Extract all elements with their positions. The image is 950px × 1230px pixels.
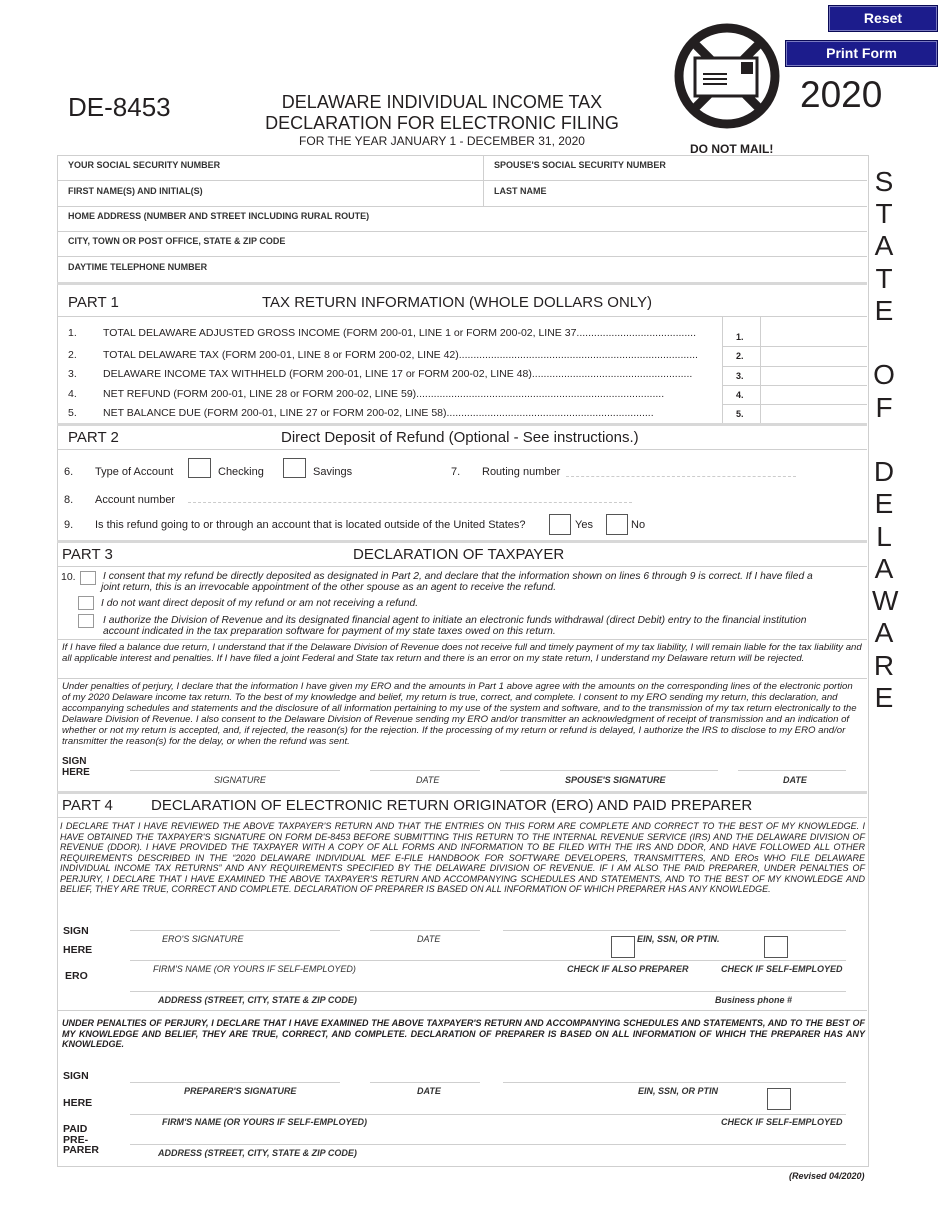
part2-label: PART 2 bbox=[68, 429, 119, 446]
checking-label: Checking bbox=[218, 466, 264, 478]
part1-label: PART 1 bbox=[68, 294, 119, 311]
line6-num: 6. bbox=[64, 466, 74, 478]
part2-title: Direct Deposit of Refund (Optional - See instructions.) bbox=[281, 429, 639, 446]
signature-label: SIGNATURE bbox=[214, 775, 266, 785]
part1-title: TAX RETURN INFORMATION (WHOLE DOLLARS ONLY) bbox=[262, 294, 653, 311]
date-label-2: DATE bbox=[783, 775, 807, 785]
line5-box-num: 5. bbox=[736, 409, 744, 419]
consent1-text-b: joint return, this is an irrevocable appointment of the other spouse as an agent to receive the refund. bbox=[101, 582, 557, 593]
line9-num: 9. bbox=[64, 519, 74, 531]
ero-address-label: ADDRESS (STREET, CITY, STATE & ZIP CODE) bbox=[158, 995, 357, 1005]
checking-checkbox[interactable] bbox=[188, 458, 211, 478]
side-letter: W bbox=[872, 585, 899, 616]
line2-amount-field[interactable] bbox=[761, 347, 866, 365]
line5-amount-field[interactable] bbox=[761, 405, 866, 422]
ero-self-employed-checkbox[interactable] bbox=[764, 936, 788, 958]
balance-due-text: If I have filed a balance due return, I understand that if the Delaware Division of Revenue does not receive full and timely payment of my tax liability, I will remain liable for the tax liability and all applicable interest and penalties. If I have filed a joint Federal and State tax return and there is an error on my state return, I understand my Delaware return will be rejected. bbox=[62, 642, 862, 665]
address-field[interactable] bbox=[58, 207, 866, 230]
check-self-employed-label: CHECK IF SELF-EMPLOYED bbox=[721, 964, 843, 974]
line5-num: 5. bbox=[68, 407, 77, 419]
preparer-date-field[interactable] bbox=[370, 1064, 480, 1082]
phone-label: DAYTIME TELEPHONE NUMBER bbox=[68, 262, 208, 272]
line3-box-num: 3. bbox=[736, 371, 744, 381]
ero-signature-field[interactable] bbox=[130, 912, 340, 930]
sign-text: SIGN bbox=[63, 925, 89, 937]
revised-date: (Revised 04/2020) bbox=[789, 1171, 865, 1181]
preparer-firm-name-label: FIRM'S NAME (OR YOURS IF SELF-EMPLOYED) bbox=[162, 1117, 367, 1127]
here-text: HERE bbox=[63, 944, 93, 956]
ero-business-phone-field[interactable] bbox=[700, 973, 846, 991]
debit-authorization-checkbox[interactable] bbox=[78, 614, 94, 628]
form-title bbox=[240, 92, 644, 134]
paid-text: PAID bbox=[63, 1123, 88, 1135]
parer-text: PARER bbox=[63, 1144, 99, 1156]
side-letter: E bbox=[874, 488, 894, 519]
sign-text: SIGN bbox=[63, 1070, 89, 1082]
check-also-preparer-label: CHECK IF ALSO PREPARER bbox=[567, 964, 689, 974]
side-letter: L bbox=[876, 521, 892, 552]
preparer-address-field[interactable] bbox=[130, 1126, 846, 1144]
line9-text: Is this refund going to or through an account that is located outside of the United States? bbox=[95, 519, 526, 531]
no-label: No bbox=[631, 519, 646, 531]
savings-label: Savings bbox=[313, 466, 353, 478]
line4-text: NET REFUND (FORM 200-01, LINE 28 or FORM 200-02, LINE 59)..................................................................................... bbox=[103, 388, 665, 400]
ero-date-field[interactable] bbox=[370, 912, 480, 930]
line3-amount-field[interactable] bbox=[761, 367, 866, 384]
phone-field[interactable] bbox=[58, 257, 866, 281]
preparer-address-label: ADDRESS (STREET, CITY, STATE & ZIP CODE) bbox=[158, 1148, 357, 1158]
line1-amount-field[interactable] bbox=[761, 318, 866, 345]
no-direct-deposit-checkbox[interactable] bbox=[78, 596, 94, 610]
side-letter: A bbox=[874, 230, 894, 261]
side-letter: R bbox=[873, 650, 895, 681]
form-subtitle: FOR THE YEAR JANUARY 1 - DECEMBER 31, 2020 bbox=[299, 134, 585, 148]
spouse-signature-label: SPOUSE'S SIGNATURE bbox=[565, 775, 666, 785]
ero-ein-label: EIN, SSN, OR PTIN. bbox=[637, 934, 720, 944]
form-year: 2020 bbox=[800, 74, 883, 115]
ero-sign-here-label bbox=[63, 922, 92, 960]
city-field[interactable] bbox=[58, 232, 866, 255]
spouse-signature-field[interactable] bbox=[500, 752, 718, 770]
line10-num: 10. bbox=[61, 571, 76, 583]
line1-box-num: 1. bbox=[736, 332, 744, 342]
first-name-label: FIRST NAME(S) AND INITIAL(S) bbox=[68, 186, 203, 196]
title-line1: DELAWARE INDIVIDUAL INCOME TAX bbox=[281, 92, 603, 112]
consent2-text: I do not want direct deposit of my refund or am not receiving a refund. bbox=[101, 598, 419, 609]
side-letter: E bbox=[874, 295, 894, 326]
preparer-ein-label: EIN, SSN, OR PTIN bbox=[638, 1086, 719, 1096]
preparer-signature-label: PREPARER'S SIGNATURE bbox=[184, 1086, 297, 1096]
line1-text: TOTAL DELAWARE ADJUSTED GROSS INCOME (FORM 200-01, LINE 1 or FORM 200-02, LINE 37......................................... bbox=[103, 327, 697, 339]
do-not-mail-icon bbox=[673, 22, 781, 130]
side-letter: F bbox=[875, 392, 893, 423]
line5-text: NET BALANCE DUE (FORM 200-01, LINE 27 or FORM 200-02, LINE 58)....................................................................... bbox=[103, 407, 654, 419]
ero-firm-name-field[interactable] bbox=[130, 942, 500, 960]
line7-text: Routing number bbox=[482, 466, 561, 478]
ssn-label: YOUR SOCIAL SECURITY NUMBER bbox=[68, 160, 221, 170]
here-text: HERE bbox=[62, 767, 90, 778]
date-label: DATE bbox=[416, 775, 440, 785]
side-letter: D bbox=[873, 456, 895, 487]
line8-text: Account number bbox=[95, 494, 176, 506]
form-id: DE-8453 bbox=[68, 92, 171, 122]
business-phone-label: Business phone # bbox=[715, 995, 793, 1005]
preparer-ein-field[interactable] bbox=[503, 1064, 846, 1082]
taxpayer-date-field[interactable] bbox=[370, 752, 480, 770]
routing-number-field[interactable] bbox=[566, 476, 796, 477]
line2-num: 2. bbox=[68, 349, 77, 361]
ssn-field[interactable] bbox=[58, 156, 482, 180]
ero-firm-name-label: FIRM'S NAME (OR YOURS IF SELF-EMPLOYED) bbox=[153, 964, 356, 974]
perjury-text: Under penalties of perjury, I declare that the information I have given my ERO and the amounts in Part 1 above agree with the amounts on the corresponding lines of the electronic portion of my 2020 Delaware income tax return. To the best of my knowledge and belief, my return is true, correct, and complete. I consent to my ERO sending my return, this declaration, and accompanying schedules and statements and the disclosure of all information pertaining to my use of the system and software, and to the transmission of my tax return electronically to the Delaware Division of Revenue. I also consent to the Delaware Division of Revenue sending my ERO and/or transmitter an acknowledgment of receipt of transmission and an indication of whether or not my return is accepted, and, if rejected, the reason(s) for the rejection. If the processing of my return or refund is delayed, I authorize the IRS to disclose to my ERO and/or transmitter the reason(s) for the delay, or when the refund was sent. bbox=[62, 681, 857, 748]
do-not-mail-label: DO NOT MAIL! bbox=[690, 142, 774, 156]
line6-text: Type of Account bbox=[95, 466, 174, 478]
preparer-firm-name-field[interactable] bbox=[130, 1096, 690, 1114]
line2-box-num: 2. bbox=[736, 351, 744, 361]
preparer-check-self-employed-label: CHECK IF SELF-EMPLOYED bbox=[721, 1117, 843, 1127]
line3-text: DELAWARE INCOME TAX WITHHELD (FORM 200-01, LINE 17 or FORM 200-02, LINE 48)....................................................... bbox=[103, 368, 693, 380]
city-label: CITY, TOWN OR POST OFFICE, STATE & ZIP CODE bbox=[68, 236, 286, 246]
consent-direct-deposit-checkbox[interactable] bbox=[80, 571, 96, 585]
line4-num: 4. bbox=[68, 388, 77, 400]
part3-label: PART 3 bbox=[62, 546, 113, 563]
part3-title: DECLARATION OF TAXPAYER bbox=[353, 546, 565, 563]
first-name-field[interactable] bbox=[58, 181, 482, 205]
line8-num: 8. bbox=[64, 494, 74, 506]
last-name-field[interactable] bbox=[484, 181, 866, 205]
part4-title: DECLARATION OF ELECTRONIC RETURN ORIGINATOR (ERO) AND PAID PREPARER bbox=[151, 797, 753, 814]
spouse-ssn-field[interactable] bbox=[484, 156, 866, 180]
ero-ein-field[interactable] bbox=[503, 912, 846, 930]
print-form-button[interactable]: Print Form bbox=[785, 40, 938, 67]
line1-num: 1. bbox=[68, 327, 77, 339]
ero-label: ERO bbox=[65, 970, 88, 982]
side-letter: T bbox=[875, 198, 893, 229]
paid-preparer-label bbox=[63, 1124, 99, 1156]
spouse-date-field[interactable] bbox=[738, 752, 846, 770]
preparer-sign-here-label bbox=[63, 1063, 92, 1117]
preparer-declaration-text: UNDER PENALTIES OF PERJURY, I DECLARE THAT I HAVE EXAMINED THE ABOVE TAXPAYER'S RETURN AND ACCOMPANYING SCHEDULES AND STATEMENTS, AND TO THE BEST OF MY KNOWLEDGE AND BELIEF, THEY ARE TRUE, CORRECT, AND COMPLETE. DECLARATION OF PREPARER IS BASED ON ALL INFORMATION OF WHICH THE PREPARER HAS ANY KNOWLEDGE. bbox=[62, 1018, 865, 1049]
title-line2: DECLARATION FOR ELECTRONIC FILING bbox=[265, 113, 619, 133]
consent3-text-b: account indicated in the tax preparation software for payment of my state taxes owed on this return. bbox=[103, 626, 556, 637]
side-letter: A bbox=[874, 617, 894, 648]
preparer-signature-field[interactable] bbox=[130, 1064, 340, 1082]
part4-label: PART 4 bbox=[62, 797, 113, 814]
line4-amount-field[interactable] bbox=[761, 386, 866, 403]
side-letter: A bbox=[874, 553, 894, 584]
side-letter: O bbox=[873, 359, 895, 390]
outside-us-yes-checkbox[interactable] bbox=[549, 514, 571, 535]
spouse-ssn-label: SPOUSE'S SOCIAL SECURITY NUMBER bbox=[494, 160, 666, 170]
preparer-self-employed-checkbox[interactable] bbox=[767, 1088, 791, 1110]
ero-signature-label: ERO'S SIGNATURE bbox=[162, 934, 244, 944]
reset-button[interactable]: Reset bbox=[828, 5, 938, 32]
address-label: HOME ADDRESS (NUMBER AND STREET INCLUDING RURAL ROUTE) bbox=[68, 211, 370, 221]
also-preparer-checkbox[interactable] bbox=[611, 936, 635, 958]
consent3-text-a: I authorize the Division of Revenue and its designated financial agent to initiate an electronic funds withdrawal (direct Debit) entry to the financial institution bbox=[103, 615, 807, 626]
pre-text: PRE- bbox=[63, 1133, 89, 1146]
ero-address-field[interactable] bbox=[130, 973, 690, 991]
ero-declaration-text: I DECLARE THAT I HAVE REVIEWED THE ABOVE TAXPAYER'S RETURN AND THAT THE ENTRIES ON THIS FORM ARE COMPLETE AND CORRECT TO THE BEST OF MY KNOWLEDGE. I HAVE OBTAINED THE TAXPAYER'S SIGNATURE ON FORM DE-8453 BEFORE SUBMITTING THIS RETURN TO THE INTERNAL REVENUE SERVICE (IRS) AND THE DELAWARE DIVISION OF REVENUE (DDOR). I HAVE PROVIDED THE TAXPAYER WITH A COPY OF ALL FORMS AND INFORMATION TO BE FILED WITH THE IRS AND DDOR, AND HAVE FOLLOWED ALL OTHER REQUIREMENTS DESCRIBED IN THE “2020 DELAWARE INDIVIDUAL MEF E-FILE HANDBOOK FOR SOFTWARE DEVELOPERS, TRANSMITTERS, AND EROs WHO FILE DELAWARE INDIVIDUAL INCOME TAX RETURNS” AND ANY REQUIREMENTS SPECIFIED BY THE DELAWARE DIVISION OF REVENUE. IF I AM ALSO THE PAID PREPARER, UNDER PENALTIES OF PERJURY, I DECLARE THAT I HAVE EXAMINED THE ABOVE TAXPAYER'S RETURN AND ACCOMPANYING SCHEDULES AND STATEMENTS, AND TO THE BEST OF MY KNOWLEDGE AND BELIEF, THEY ARE TRUE, CORRECT AND COMPLETE. DECLARATION OF PREPARER IS BASED ON ALL INFORMATION OF WHICH PREPARER HAS ANY KNOWLEDGE. bbox=[60, 821, 865, 894]
sign-text: SIGN bbox=[62, 756, 87, 767]
side-letter: T bbox=[875, 263, 893, 294]
line2-text: TOTAL DELAWARE TAX (FORM 200-01, LINE 8 or FORM 200-02, LINE 42).................................................................................. bbox=[103, 349, 698, 361]
side-letter: E bbox=[874, 682, 894, 713]
taxpayer-signature-field[interactable] bbox=[130, 752, 340, 770]
yes-label: Yes bbox=[575, 519, 593, 531]
savings-checkbox[interactable] bbox=[283, 458, 306, 478]
here-text: HERE bbox=[63, 1097, 93, 1109]
line7-num: 7. bbox=[451, 466, 461, 478]
account-number-field[interactable] bbox=[188, 502, 632, 503]
outside-us-no-checkbox[interactable] bbox=[606, 514, 628, 535]
line3-num: 3. bbox=[68, 368, 77, 380]
ero-date-label: DATE bbox=[417, 934, 441, 944]
line4-box-num: 4. bbox=[736, 390, 744, 400]
sign-here-label bbox=[62, 756, 90, 778]
last-name-label: LAST NAME bbox=[494, 186, 547, 196]
consent1-text-a: I consent that my refund be directly deposited as designated in Part 2, and declare that the information shown on lines 6 through 9 is correct. If I have filed a bbox=[103, 571, 813, 582]
preparer-date-label: DATE bbox=[417, 1086, 441, 1096]
side-letter: S bbox=[874, 166, 894, 197]
